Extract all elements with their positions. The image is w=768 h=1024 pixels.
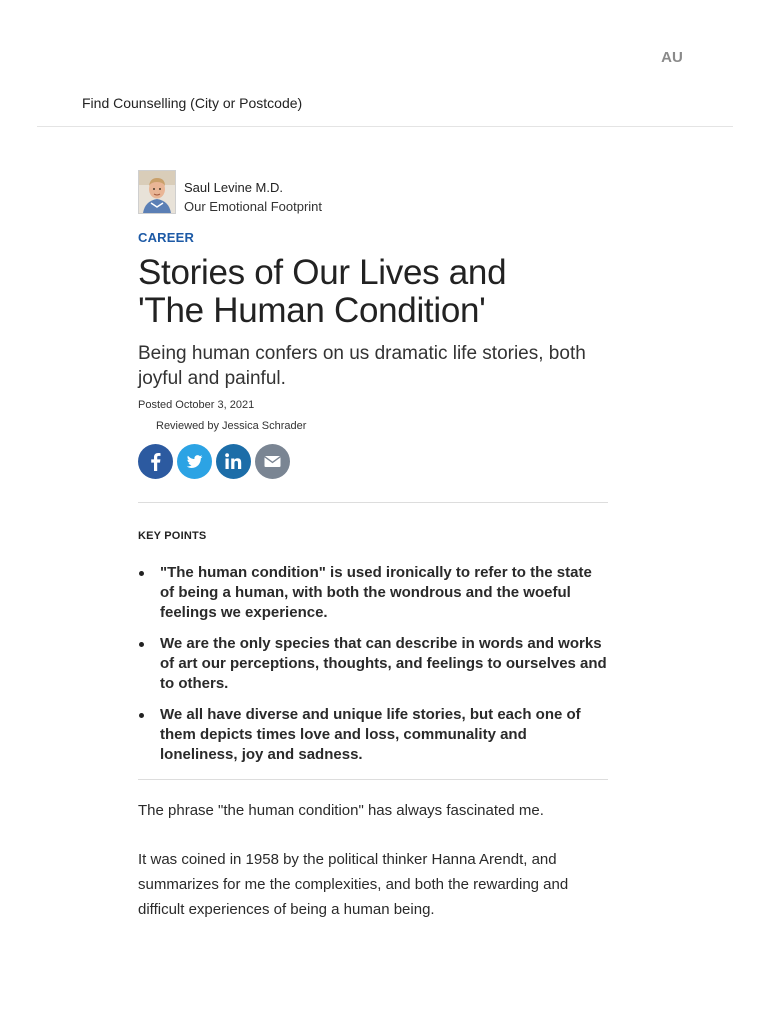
twitter-icon [177, 444, 212, 479]
share-buttons [138, 444, 608, 479]
key-point-item [138, 634, 608, 694]
key-point-item [138, 563, 608, 623]
blog-name-link[interactable]: Our Emotional Footprint [184, 199, 323, 214]
reviewed-by: Reviewed by Jessica Schrader [156, 420, 307, 432]
share-email-button[interactable] [255, 444, 290, 479]
article-subtitle: Being human confers on us dramatic life stories, both joyful and painful. [138, 343, 586, 389]
key-point-text: We are the only species that can describe in words and works of art our perceptions, thoughts, and feelings to ourselves and to others. [160, 635, 607, 692]
author-info [184, 170, 322, 217]
header-divider [37, 126, 733, 127]
share-divider [138, 502, 608, 503]
posted-date: Posted October 3, 2021 [138, 399, 255, 411]
author-name-link[interactable]: Saul Levine M.D. [184, 180, 283, 195]
author-avatar[interactable] [138, 170, 176, 214]
bullet-icon [139, 642, 144, 647]
author-byline [138, 170, 608, 217]
category-link[interactable]: CAREER [138, 230, 195, 245]
bullet-icon [139, 713, 144, 718]
article-title-line-1: Stories of Our Lives and [138, 253, 507, 292]
key-points-list [138, 563, 608, 765]
key-point-text: "The human condition" is used ironically to refer to the state of being a human, with both the wondrous and the woeful feelings we experience. [160, 564, 592, 621]
share-facebook-button[interactable] [138, 444, 173, 479]
article-title [138, 254, 608, 330]
country-selector[interactable]: AU [661, 49, 683, 66]
share-linkedin-button[interactable] [216, 444, 251, 479]
key-points-divider [138, 779, 608, 780]
body-paragraph: The phrase "the human condition" has always fascinated me. [138, 802, 544, 819]
linkedin-icon [216, 444, 251, 479]
facebook-icon [138, 444, 173, 479]
email-icon [255, 444, 290, 479]
share-twitter-button[interactable] [177, 444, 212, 479]
body-paragraph: It was coined in 1958 by the political thinker Hanna Arendt, and summarizes for me the complexities, and both the rewarding and difficult experiences of being a human being. [138, 851, 569, 918]
bullet-icon [139, 571, 144, 576]
article-title-line-2: 'The Human Condition' [138, 291, 486, 330]
key-point-text: We all have diverse and unique life stories, but each one of them depicts times love and loss, communality and loneliness, joy and sadness. [160, 706, 581, 763]
key-points-heading: KEY POINTS [138, 530, 207, 542]
article [138, 170, 608, 922]
find-counselling-link[interactable]: Find Counselling (City or Postcode) [82, 95, 303, 111]
key-point-item [138, 705, 608, 765]
